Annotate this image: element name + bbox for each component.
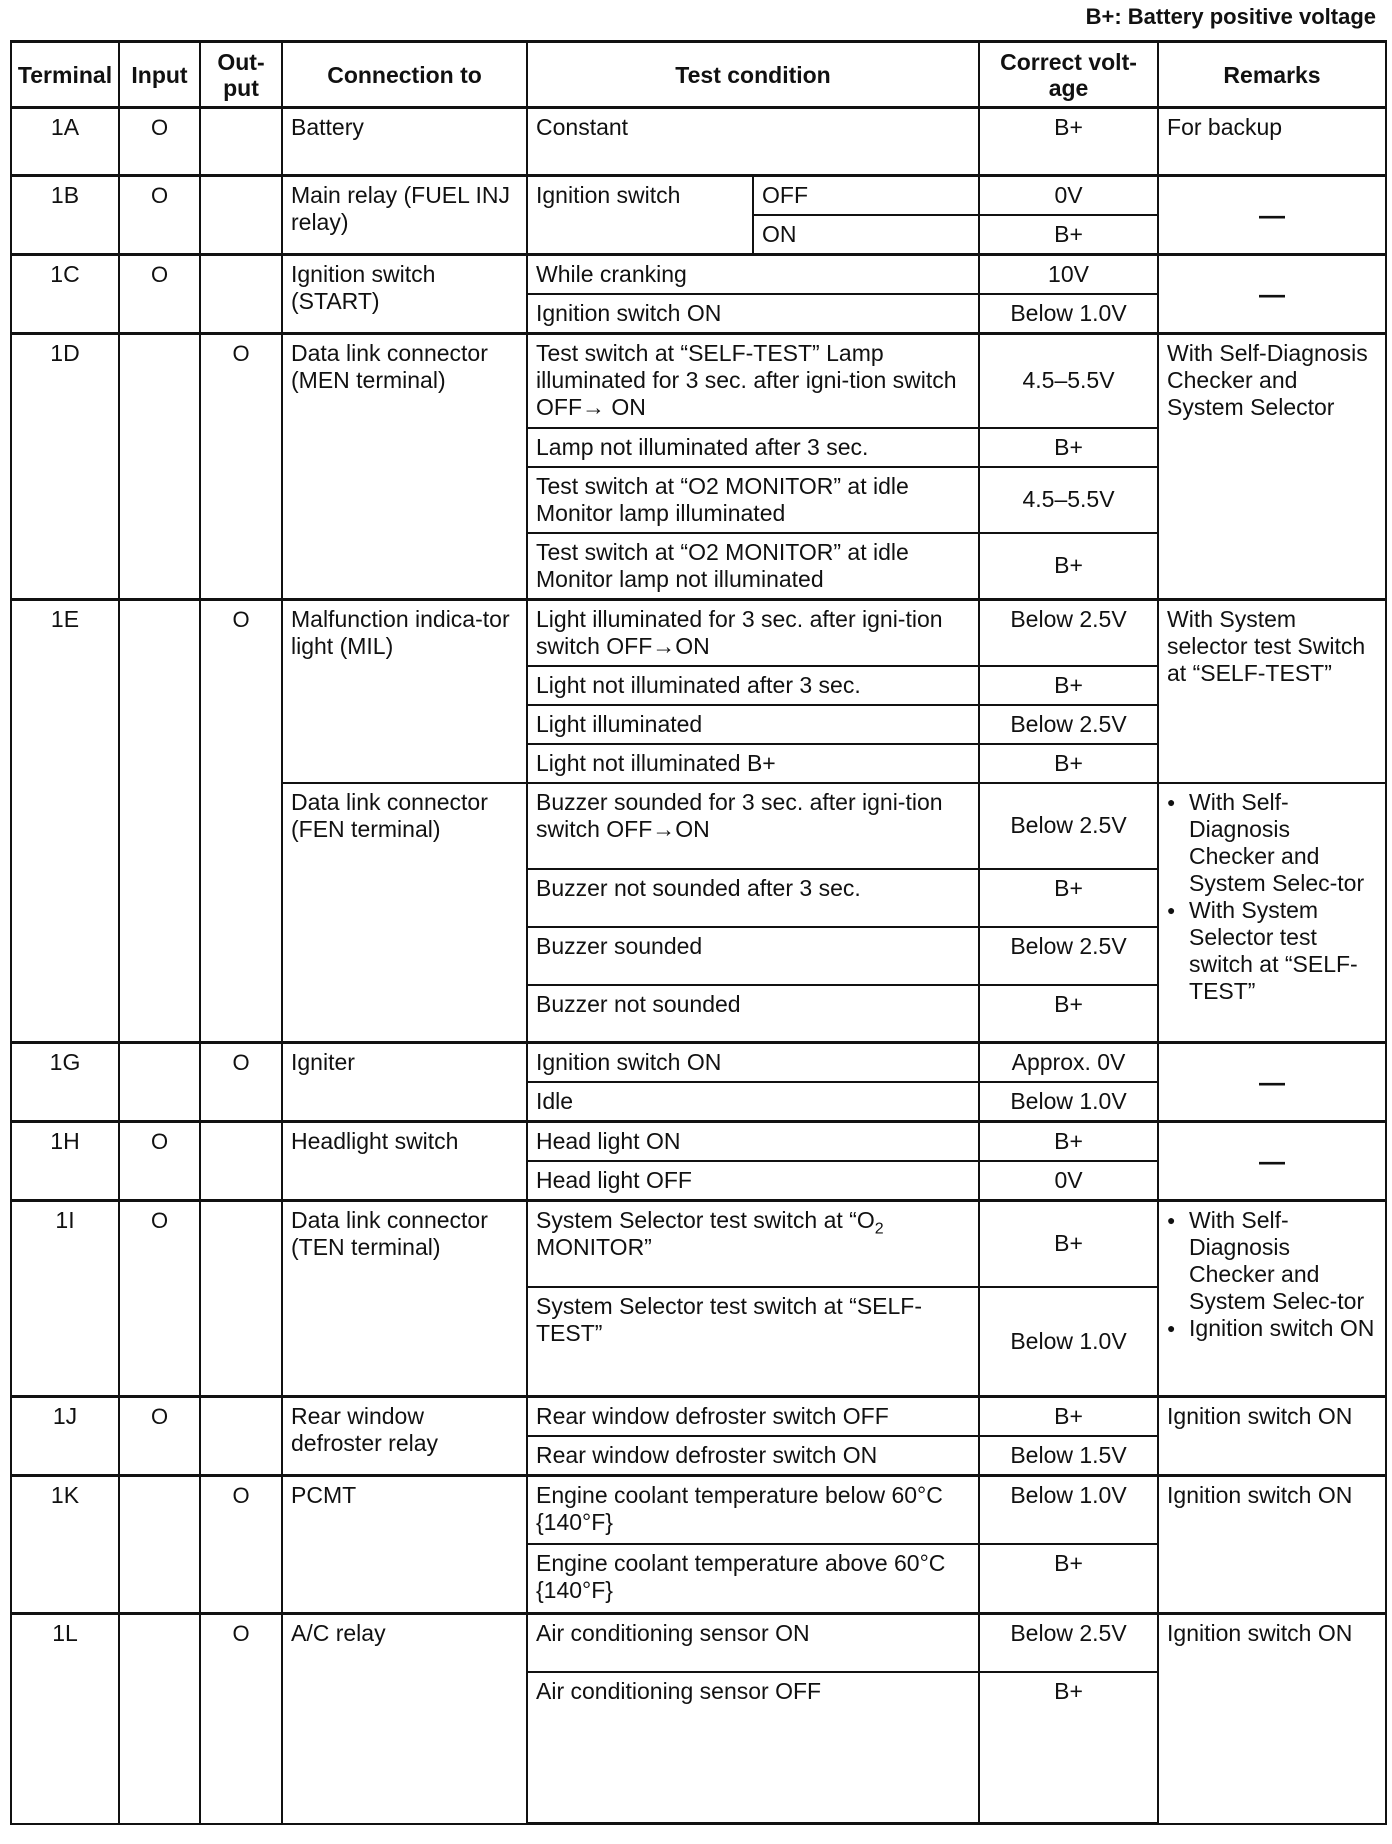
terminal-cell: 1H	[11, 1122, 119, 1201]
voltage-cell: B+	[979, 869, 1158, 927]
voltage-cell: Below 1.5V	[979, 1436, 1158, 1476]
condition-cell: Buzzer sounded for 3 sec. after igni-tion switch OFF→ON	[527, 783, 979, 869]
table-row	[11, 1614, 1386, 1672]
connection-cell: Data link connector (MEN terminal)	[282, 334, 527, 600]
table-row	[11, 599, 1386, 666]
remarks-item: ● With Self-Diagnosis Checker and System Selec-tor	[1189, 789, 1377, 897]
terminal-cell: 1B	[11, 176, 119, 255]
condition-cell: Air conditioning sensor OFF	[527, 1672, 979, 1824]
remarks-list	[1167, 789, 1377, 1005]
subscript-text: 2	[874, 1220, 884, 1238]
voltage-cell: Below 2.5V	[979, 1614, 1158, 1672]
input-cell	[119, 1043, 200, 1122]
condition-cell: Lamp not illuminated after 3 sec.	[527, 428, 979, 467]
voltage-cell: B+	[979, 215, 1158, 255]
input-cell	[119, 1614, 200, 1824]
output-cell	[200, 334, 282, 600]
condition-cell: Ignition switch ON	[527, 294, 979, 334]
voltage-cell: B+	[979, 666, 1158, 705]
condition-cell: System Selector test switch at “SELF-TEST”	[527, 1287, 979, 1397]
header-remarks: Remarks	[1158, 42, 1386, 108]
condition-cell: Light illuminated	[527, 705, 979, 744]
voltage-cell: Below 1.0V	[979, 1287, 1158, 1397]
voltage-cell: B+	[979, 744, 1158, 783]
input-cell	[119, 1397, 200, 1476]
condition-cell: Ignition switch ON	[527, 1043, 979, 1083]
condition-cell: Engine coolant temperature above 60°C {140°F}	[527, 1544, 979, 1614]
remarks-cell: With System selector test Switch at “SELF-TEST”	[1158, 599, 1386, 783]
input-cell	[119, 108, 200, 176]
input-cell	[119, 334, 200, 600]
terminal-cell: 1C	[11, 255, 119, 334]
voltage-cell: B+	[979, 1544, 1158, 1614]
condition-cell: Test switch at “O2 MONITOR” at idle Monitor lamp not illuminated	[527, 533, 979, 600]
voltage-cell: 4.5–5.5V	[979, 334, 1158, 428]
terminal-cell: 1I	[11, 1201, 119, 1397]
remarks-cell: —	[1158, 176, 1386, 255]
output-cell	[200, 1043, 282, 1122]
voltage-cell: B+	[979, 1201, 1158, 1287]
condition-cell: Test switch at “O2 MONITOR” at idle Monitor lamp illuminated	[527, 467, 979, 533]
remarks-cell: —	[1158, 1122, 1386, 1201]
condition-sub-cell: ON	[753, 215, 979, 255]
condition-cell: Rear window defroster switch ON	[527, 1436, 979, 1476]
remarks-cell: —	[1158, 255, 1386, 334]
voltage-cell: B+	[979, 1397, 1158, 1437]
terminal-cell: 1K	[11, 1476, 119, 1614]
condition-cell: Buzzer not sounded after 3 sec.	[527, 869, 979, 927]
input-mark: O	[150, 1129, 169, 1154]
voltage-cell: B+	[979, 1672, 1158, 1824]
remarks-cell	[1158, 783, 1386, 1043]
output-cell	[200, 108, 282, 176]
connection-cell: Malfunction indica-tor light (MIL)	[282, 599, 527, 783]
voltage-cell: Below 2.5V	[979, 599, 1158, 666]
input-mark: O	[150, 115, 169, 140]
condition-cell: Light not illuminated B+	[527, 744, 979, 783]
output-mark: O	[232, 1483, 250, 1508]
condition-cell: Engine coolant temperature below 60°C {140°F}	[527, 1476, 979, 1544]
connection-cell: A/C relay	[282, 1614, 527, 1824]
condition-cell: Ignition switch	[527, 176, 753, 255]
input-cell	[119, 599, 200, 1043]
remarks-item: ● Ignition switch ON	[1189, 1315, 1377, 1342]
voltage-cell: Below 1.0V	[979, 1476, 1158, 1544]
remarks-cell	[1158, 1201, 1386, 1397]
legend-note: B+: Battery positive voltage	[1085, 4, 1376, 29]
condition-sub-cell: OFF	[753, 176, 979, 216]
input-mark: O	[150, 262, 169, 287]
condition-text: System Selector test switch at “O	[536, 1207, 875, 1233]
condition-cell: Head light OFF	[527, 1161, 979, 1201]
voltage-cell: Below 2.5V	[979, 705, 1158, 744]
output-cell	[200, 599, 282, 1043]
connection-cell: Data link connector (TEN terminal)	[282, 1201, 527, 1397]
output-mark: O	[232, 1050, 250, 1075]
header-test-condition: Test condition	[527, 42, 979, 108]
voltage-cell: Below 1.0V	[979, 294, 1158, 334]
remarks-cell: Ignition switch ON	[1158, 1614, 1386, 1824]
table-row	[11, 1043, 1386, 1083]
terminal-cell: 1D	[11, 334, 119, 600]
table-row	[11, 1201, 1386, 1287]
connection-cell: Main relay (FUEL INJ relay)	[282, 176, 527, 255]
voltage-cell: B+	[979, 108, 1158, 176]
remarks-list	[1167, 1207, 1377, 1342]
input-cell	[119, 176, 200, 255]
output-cell	[200, 1201, 282, 1397]
remarks-cell: —	[1158, 1043, 1386, 1122]
voltage-cell: B+	[979, 428, 1158, 467]
voltage-cell: 10V	[979, 255, 1158, 295]
terminal-cell: 1G	[11, 1043, 119, 1122]
condition-cell: Buzzer sounded	[527, 927, 979, 985]
connection-cell: Igniter	[282, 1043, 527, 1122]
condition-cell: Rear window defroster switch OFF	[527, 1397, 979, 1437]
terminal-cell: 1L	[11, 1614, 119, 1824]
output-cell	[200, 255, 282, 334]
condition-cell: While cranking	[527, 255, 979, 295]
remarks-cell: Ignition switch ON	[1158, 1397, 1386, 1476]
remarks-cell: For backup	[1158, 108, 1386, 176]
condition-cell: Constant	[527, 108, 979, 176]
connection-cell: PCMT	[282, 1476, 527, 1614]
table-row	[11, 1397, 1386, 1437]
terminal-voltage-table	[10, 40, 1387, 1825]
remarks-item: ● With Self-Diagnosis Checker and System Selec-tor	[1189, 1207, 1377, 1315]
voltage-cell: 0V	[979, 176, 1158, 216]
condition-cell: Head light ON	[527, 1122, 979, 1162]
table-row	[11, 334, 1386, 428]
input-mark: O	[150, 1404, 169, 1429]
table-row	[11, 108, 1386, 176]
condition-cell: Light illuminated for 3 sec. after igni-tion switch OFF→ON	[527, 599, 979, 666]
voltage-cell: Approx. 0V	[979, 1043, 1158, 1083]
voltage-cell: Below 2.5V	[979, 927, 1158, 985]
header-row	[11, 42, 1386, 108]
connection-cell: Ignition switch (START)	[282, 255, 527, 334]
table-row	[11, 1122, 1386, 1162]
condition-cell: Idle	[527, 1082, 979, 1122]
output-mark: O	[232, 341, 250, 366]
output-cell	[200, 176, 282, 255]
connection-cell: Headlight switch	[282, 1122, 527, 1201]
terminal-cell: 1J	[11, 1397, 119, 1476]
output-mark: O	[232, 606, 250, 632]
connection-cell: Battery	[282, 108, 527, 176]
output-cell	[200, 1122, 282, 1201]
input-cell	[119, 1201, 200, 1397]
header-output: Out-put	[200, 42, 282, 108]
terminal-cell: 1A	[11, 108, 119, 176]
input-cell	[119, 1476, 200, 1614]
input-mark: O	[150, 183, 169, 208]
condition-cell: Air conditioning sensor ON	[527, 1614, 979, 1672]
remarks-item: ● With System Selector test switch at “SELF-TEST”	[1189, 897, 1377, 1005]
voltage-cell: Below 1.0V	[979, 1082, 1158, 1122]
condition-text: MONITOR”	[536, 1234, 652, 1260]
connection-cell: Rear window defroster relay	[282, 1397, 527, 1476]
voltage-cell: 4.5–5.5V	[979, 467, 1158, 533]
voltage-cell: 0V	[979, 1161, 1158, 1201]
remarks-cell: With Self-Diagnosis Checker and System Selector	[1158, 334, 1386, 600]
remarks-cell: Ignition switch ON	[1158, 1476, 1386, 1614]
terminal-cell: 1E	[11, 599, 119, 1043]
condition-cell: Buzzer not sounded	[527, 985, 979, 1043]
header-connection: Connection to	[282, 42, 527, 108]
output-cell	[200, 1476, 282, 1614]
header-input: Input	[119, 42, 200, 108]
input-cell	[119, 1122, 200, 1201]
output-cell	[200, 1614, 282, 1824]
condition-cell: Light not illuminated after 3 sec.	[527, 666, 979, 705]
input-mark: O	[150, 1208, 169, 1233]
voltage-cell: Below 2.5V	[979, 783, 1158, 869]
table-row	[11, 1476, 1386, 1544]
input-cell	[119, 255, 200, 334]
output-mark: O	[232, 1621, 250, 1646]
connection-cell: Data link connector (FEN terminal)	[282, 783, 527, 1043]
voltage-cell: B+	[979, 533, 1158, 600]
output-cell	[200, 1397, 282, 1476]
table-row	[11, 176, 1386, 216]
header-terminal: Terminal	[11, 42, 119, 108]
condition-cell: Test switch at “SELF-TEST” Lamp illuminated for 3 sec. after igni-tion switch OFF→ ON	[527, 334, 979, 428]
table-row	[11, 255, 1386, 295]
voltage-cell: B+	[979, 1122, 1158, 1162]
condition-cell	[527, 1201, 979, 1287]
header-correct-voltage: Correct volt-age	[979, 42, 1158, 108]
voltage-cell: B+	[979, 985, 1158, 1043]
